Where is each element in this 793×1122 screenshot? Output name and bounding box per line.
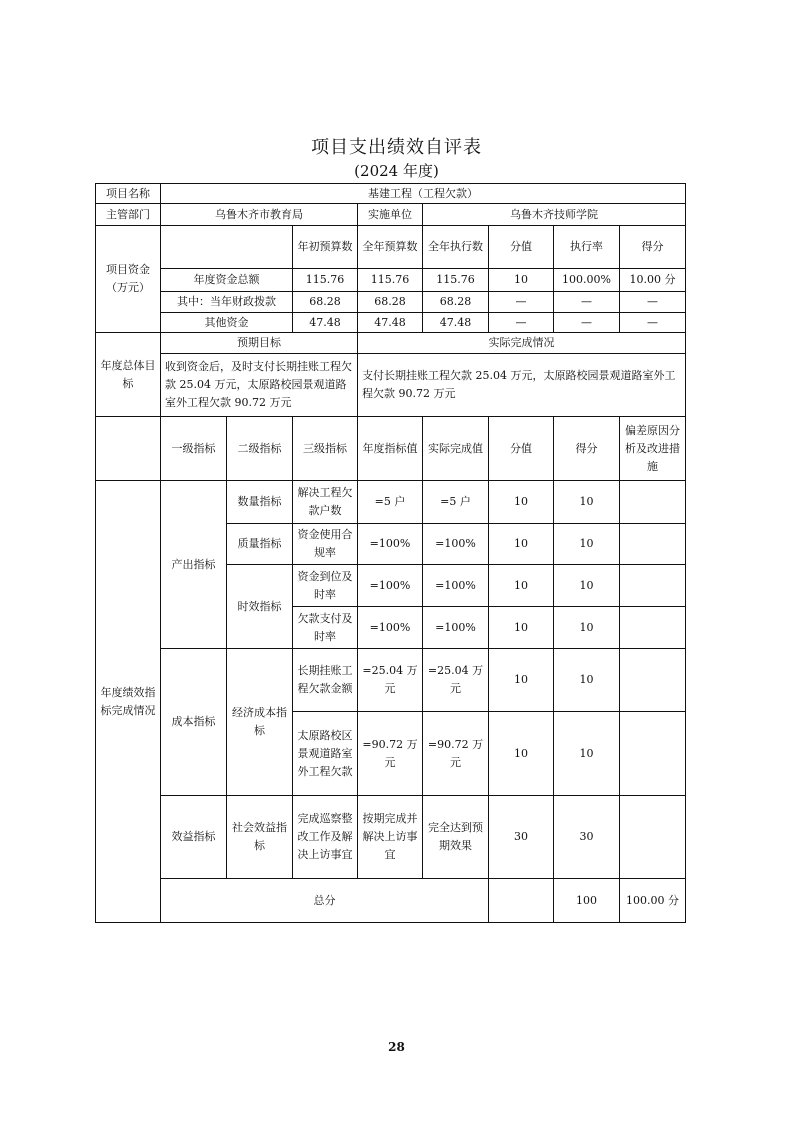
- total-score-value: 100: [554, 879, 620, 923]
- level3-indicator: 太原路校区景观道路室外工程欠款: [293, 712, 358, 796]
- deviation-cell: [620, 481, 686, 524]
- actual-value: 完全达到预期效果: [423, 796, 489, 879]
- target-value: =90.72 万元: [358, 712, 423, 796]
- annual-goal-label: 年度总体目标: [96, 333, 161, 417]
- deviation-cell: [620, 712, 686, 796]
- indicator-score-value: 10: [489, 524, 554, 565]
- indicator-header-blank: [96, 417, 161, 481]
- fund-row-name: 年度资金总额: [161, 269, 293, 292]
- implementing-unit-label: 实施单位: [358, 204, 423, 226]
- indicator-score-value: 10: [489, 481, 554, 524]
- indicator-score: 10: [554, 712, 620, 796]
- actual-value-header: 实际完成值: [423, 417, 489, 481]
- fund-score: 10.00 分: [620, 269, 686, 292]
- indicator-header-row: [96, 417, 686, 481]
- actual-value: =100%: [423, 524, 489, 565]
- project-name-row: [96, 184, 686, 204]
- fund-score: —: [620, 292, 686, 313]
- actual-completion-header: 实际完成情况: [358, 333, 686, 354]
- fund-rate: 100.00%: [554, 269, 620, 292]
- quality-indicator-label: 质量指标: [227, 524, 293, 565]
- level2-header: 二级指标: [227, 417, 293, 481]
- fund-annual-budget: 47.48: [358, 313, 423, 333]
- page-number: 28: [388, 1040, 405, 1054]
- fund-initial-budget: 115.76: [293, 269, 358, 292]
- target-value: =5 户: [358, 481, 423, 524]
- deviation-cell: [620, 649, 686, 712]
- indicator-section-label: 年度绩效指标完成情况: [96, 481, 161, 923]
- project-name-value: 基建工程（工程欠款）: [161, 184, 686, 204]
- level3-indicator: 欠款支付及时率: [293, 607, 358, 649]
- total-row: [96, 879, 686, 923]
- deviation-cell: [620, 565, 686, 607]
- level3-indicator: 解决工程欠款户数: [293, 481, 358, 524]
- indicator-row: [96, 481, 686, 524]
- fund-row-name: 其中：当年财政拨款: [161, 292, 293, 313]
- indicator-score: 10: [554, 481, 620, 524]
- fund-annual-budget: 68.28: [358, 292, 423, 313]
- page-subtitle: (2024 年度): [354, 162, 439, 180]
- implementing-unit-value: 乌鲁木齐技师学院: [423, 204, 686, 226]
- target-value: =25.04 万元: [358, 649, 423, 712]
- indicator-score-value: 10: [489, 607, 554, 649]
- total-score: 100.00 分: [620, 879, 686, 923]
- fund-header-blank: [161, 226, 293, 269]
- goal-row: [96, 354, 686, 417]
- deviation-header: 偏差原因分析及改进措施: [620, 417, 686, 481]
- target-value: 按期完成并解决上访事宜: [358, 796, 423, 879]
- expected-goal-header: 预期目标: [161, 333, 358, 354]
- fund-score: —: [620, 313, 686, 333]
- page-title: 项目支出绩效自评表: [311, 137, 482, 158]
- indicator-score-header: 得分: [554, 417, 620, 481]
- social-benefit-indicator-label: 社会效益指标: [227, 796, 293, 879]
- department-value: 乌鲁木齐市教育局: [161, 204, 358, 226]
- indicator-score: 10: [554, 607, 620, 649]
- level1-header: 一级指标: [161, 417, 227, 481]
- total-label: 总分: [161, 879, 489, 923]
- fund-row-name: 其他资金: [161, 313, 293, 333]
- indicator-score: 10: [554, 649, 620, 712]
- timeliness-indicator-label: 时效指标: [227, 565, 293, 649]
- actual-value: =5 户: [423, 481, 489, 524]
- level3-indicator: 资金使用合规率: [293, 524, 358, 565]
- fund-score-value: —: [489, 292, 554, 313]
- quantity-indicator-label: 数量指标: [227, 481, 293, 524]
- target-value: =100%: [358, 565, 423, 607]
- goal-header-row: [96, 333, 686, 354]
- fund-row: [96, 313, 686, 333]
- indicator-score-value: 10: [489, 712, 554, 796]
- indicator-row: [96, 796, 686, 879]
- fund-score-value: 10: [489, 269, 554, 292]
- actual-value: =100%: [423, 607, 489, 649]
- fund-rate: —: [554, 313, 620, 333]
- economic-cost-indicator-label: 经济成本指标: [227, 649, 293, 796]
- deviation-cell: [620, 796, 686, 879]
- department-row: [96, 204, 686, 226]
- performance-table: [95, 183, 686, 923]
- fund-initial-budget: 47.48: [293, 313, 358, 333]
- fund-header-row: [96, 226, 686, 269]
- indicator-score: 30: [554, 796, 620, 879]
- target-value: =100%: [358, 607, 423, 649]
- execution-rate-header: 执行率: [554, 226, 620, 269]
- cost-indicator-label: 成本指标: [161, 649, 227, 796]
- fund-rate: —: [554, 292, 620, 313]
- indicator-row: [96, 649, 686, 712]
- deviation-cell: [620, 524, 686, 565]
- level3-indicator: 资金到位及时率: [293, 565, 358, 607]
- initial-budget-header: 年初预算数: [293, 226, 358, 269]
- actual-completion-text: 支付长期挂账工程欠款 25.04 万元，太原路校园景观道路室外工程欠款 90.72 万元: [358, 354, 686, 417]
- indicator-score-value: 10: [489, 565, 554, 607]
- benefit-indicator-label: 效益指标: [161, 796, 227, 879]
- output-indicator-label: 产出指标: [161, 481, 227, 649]
- executed-header: 全年执行数: [423, 226, 489, 269]
- level3-header: 三级指标: [293, 417, 358, 481]
- level3-indicator: 完成巡察整改工作及解决上访事宜: [293, 796, 358, 879]
- fund-row: [96, 269, 686, 292]
- indicator-score-value-header: 分值: [489, 417, 554, 481]
- total-blank: [489, 879, 554, 923]
- fund-annual-budget: 115.76: [358, 269, 423, 292]
- annual-budget-header: 全年预算数: [358, 226, 423, 269]
- project-name-label: 项目名称: [96, 184, 161, 204]
- indicator-score: 10: [554, 524, 620, 565]
- fund-row: [96, 292, 686, 313]
- actual-value: =25.04 万元: [423, 649, 489, 712]
- fund-score-value: —: [489, 313, 554, 333]
- fund-score-value-header: 分值: [489, 226, 554, 269]
- actual-value: =90.72 万元: [423, 712, 489, 796]
- target-value: =100%: [358, 524, 423, 565]
- level3-indicator: 长期挂账工程欠款金额: [293, 649, 358, 712]
- indicator-score-value: 30: [489, 796, 554, 879]
- fund-executed: 47.48: [423, 313, 489, 333]
- expected-goal-text: 收到资金后，及时支付长期挂账工程欠款 25.04 万元，太原路校园景观道路室外工程欠款 90.72 万元: [161, 354, 358, 417]
- fund-score-header: 得分: [620, 226, 686, 269]
- indicator-score-value: 10: [489, 649, 554, 712]
- fund-executed: 68.28: [423, 292, 489, 313]
- actual-value: =100%: [423, 565, 489, 607]
- fund-executed: 115.76: [423, 269, 489, 292]
- fund-initial-budget: 68.28: [293, 292, 358, 313]
- indicator-score: 10: [554, 565, 620, 607]
- project-funds-label: 项目资金（万元）: [96, 226, 161, 333]
- target-value-header: 年度指标值: [358, 417, 423, 481]
- department-label: 主管部门: [96, 204, 161, 226]
- deviation-cell: [620, 607, 686, 649]
